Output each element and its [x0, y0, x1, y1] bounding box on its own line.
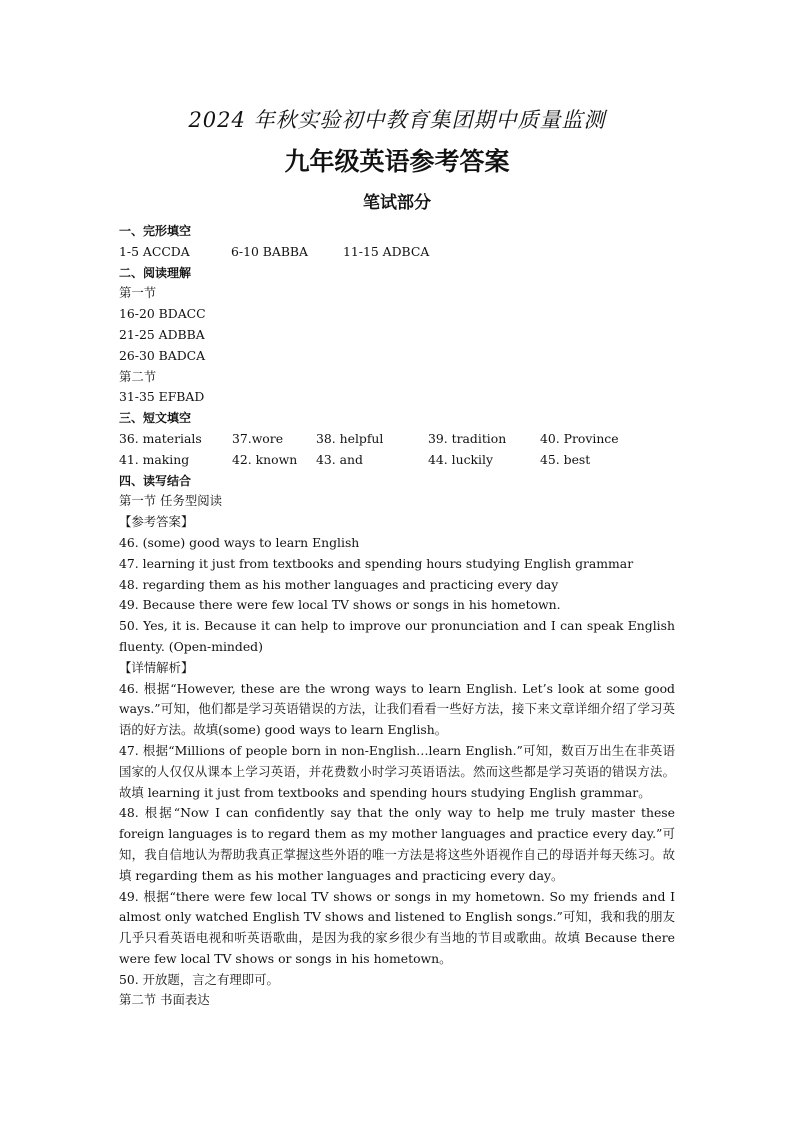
answer-49: 49. Because there were few local TV shows or songs in his hometown. — [119, 597, 561, 613]
section-heading-read-write: 四、读写结合 — [119, 473, 192, 488]
answer-group: 6-10 BABBA — [231, 243, 308, 259]
answer-item: 41. making — [119, 451, 190, 467]
analysis-47: 47. 根据“Millions of people born in non-English…learn English.”可知，数百万出生在非英语国家的人仅仅从课本上学习英语，并花费数小时学习英语语法。然而这些都是学习英语的错误方法。故填 learning it just from textbooks and spending hours studying English grammar。 — [119, 742, 675, 800]
section-title: 笔试部分 — [363, 193, 431, 213]
answer-item: 39. tradition — [428, 430, 507, 446]
answer-group: 21-25 ADBBA — [119, 326, 205, 342]
cloze-answers-row — [119, 242, 675, 263]
fill-blanks-row-1 — [119, 429, 675, 450]
answer-item: 45. best — [540, 451, 591, 467]
answer-item: 44. luckily — [428, 451, 493, 467]
answer-50: 50. Yes, it is. Because it can help to improve our pronunciation and I can speak English fluenty. (Open-minded) — [119, 618, 675, 654]
answer-group: 31-35 EFBAD — [119, 389, 205, 405]
answer-content — [119, 221, 675, 1011]
part-label: 第二节 — [119, 368, 157, 384]
part-label: 第一节 — [119, 285, 157, 301]
answer-46: 46. (some) good ways to learn English — [119, 534, 360, 550]
part-label: 第一节 任务型阅读 — [119, 493, 223, 509]
analysis-50: 50. 开放题，言之有理即可。 — [119, 971, 279, 987]
answer-group: 1-5 ACCDA — [119, 243, 190, 259]
analysis-label: 【详情解析】 — [119, 659, 194, 675]
answer-item: 38. helpful — [316, 430, 384, 446]
answer-47: 47. learning it just from textbooks and spending hours studying English grammar — [119, 555, 634, 571]
answer-group: 26-30 BADCA — [119, 347, 206, 363]
answer-item: 40. Province — [540, 430, 619, 446]
answer-item: 42. known — [232, 451, 298, 467]
fill-blanks-row-2 — [119, 450, 675, 471]
answer-item: 43. and — [316, 451, 363, 467]
section-heading-reading: 二、阅读理解 — [119, 265, 192, 280]
answer-item: 36. materials — [119, 430, 202, 446]
analysis-46: 46. 根据“However, these are the wrong ways to learn English. Let’s look at some good ways.”可知，他们都是学习英语错误的方法，让我们看看一些好方法，接下来文章详细介绍了学习英语的好方法。故填(some) good ways to learn English。 — [119, 680, 675, 738]
part-label: 第二节 书面表达 — [119, 992, 210, 1008]
analysis-48: 48. 根据“Now I can confidently say that the only way to help me truly master these foreign languages is to regard them as my mother languages and practice every day.”可知，我自信地认为帮助我真正掌握这些外语的唯一方法是将这些外语视作自己的母语并每天练习。故填 regarding them as his mother languages and practicing every day。 — [119, 805, 675, 883]
exam-title: 2024 年秋实验初中教育集团期中质量监测 — [188, 108, 606, 132]
answer-group: 11-15 ADBCA — [343, 243, 430, 259]
answer-48: 48. regarding them as his mother languages and practicing every day — [119, 576, 559, 592]
analysis-49: 49. 根据“there were few local TV shows or songs in my hometown. So my friends and I almost only watched English TV shows and listened to English songs.”可知，我和我的朋友几乎只看英语电视和听英语歌曲，是因为我的家乡很少有当地的节目或歌曲。故填 Because there were few local TV shows or songs in his hometown。 — [119, 888, 675, 966]
section-heading-cloze: 一、完形填空 — [119, 224, 192, 238]
section-heading-fill-blanks: 三、短文填空 — [119, 411, 192, 426]
reference-answer-label: 【参考答案】 — [119, 514, 194, 530]
document-title: 九年级英语参考答案 — [284, 147, 510, 176]
answer-group: 16-20 BDACC — [119, 306, 206, 322]
answer-item: 37.wore — [232, 430, 284, 446]
